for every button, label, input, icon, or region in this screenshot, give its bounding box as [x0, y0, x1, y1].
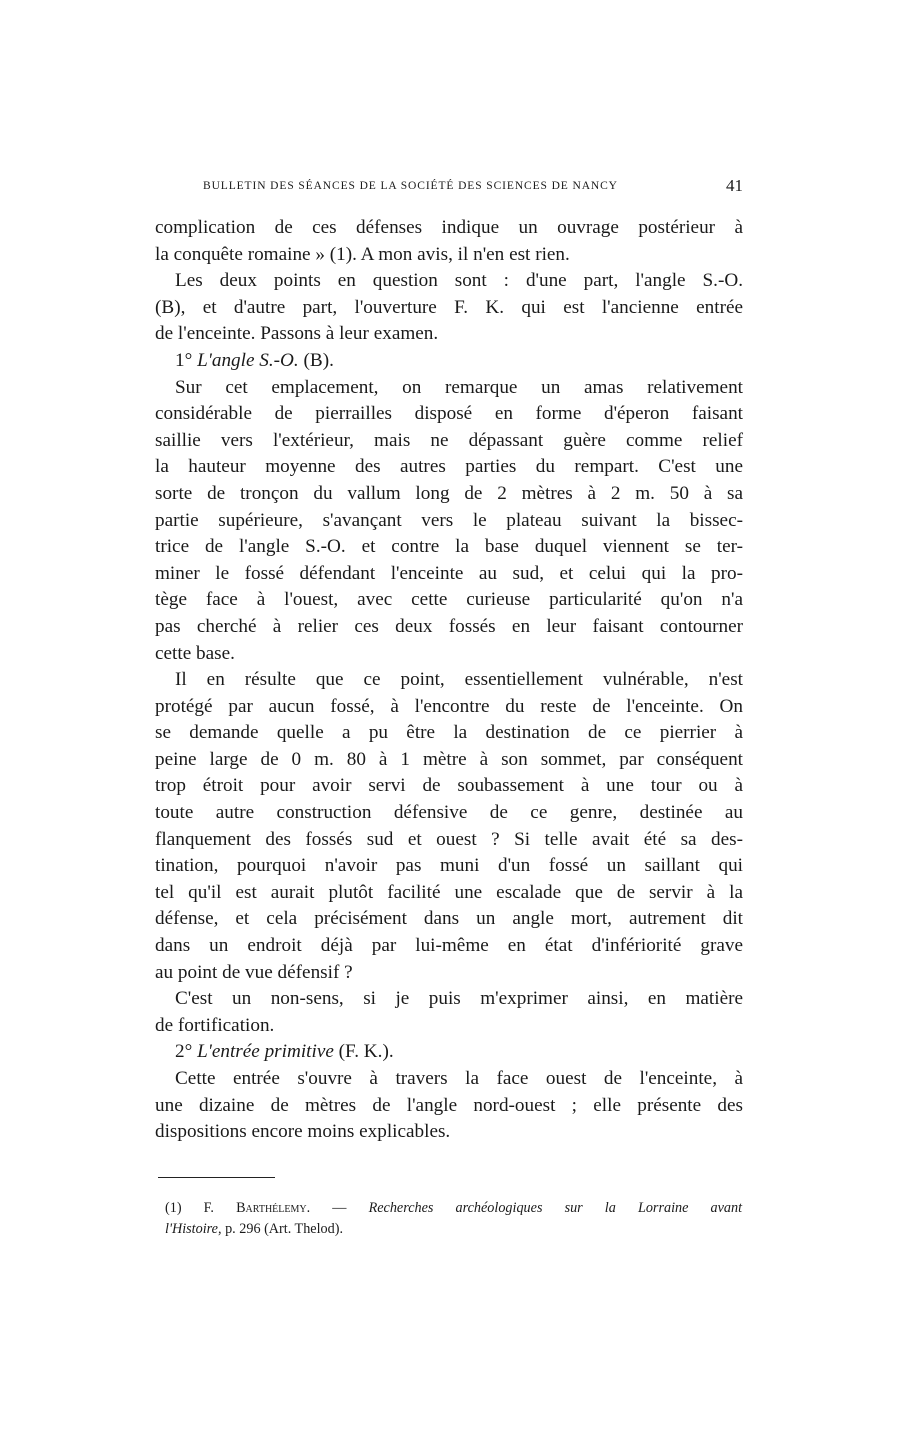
- heading-ref: (B).: [303, 349, 334, 371]
- running-head: [155, 176, 743, 198]
- text-line: Cette entrée s'ouvre à travers la face ouest de l'enceinte, à: [175, 1068, 743, 1089]
- section-heading-angle: [155, 348, 743, 375]
- paragraph-two-points: [155, 268, 743, 348]
- running-title: BULLETIN DES SÉANCES DE LA SOCIÉTÉ DES SCIENCES DE NANCY: [203, 180, 618, 192]
- text-line: considérable de pierrailles disposé en forme d'éperon faisant: [155, 403, 743, 425]
- text-line: tel qu'il est aurait plutôt facilité une escalade que de servir à la: [155, 881, 743, 903]
- footnote-line: [165, 1198, 742, 1219]
- heading-title: L'entrée primitive: [197, 1041, 334, 1063]
- text-line: tination, pourquoi n'avoir pas muni d'un fossé un saillant qui: [155, 855, 743, 877]
- paragraph-emplacement: [155, 375, 743, 668]
- text-line: toute autre construction défensive de ce genre, destinée au: [155, 802, 743, 824]
- text-line: peine large de 0 m. 80 à 1 mètre à son sommet, par conséquent: [155, 748, 743, 770]
- text-line: dispositions encore moins explicables.: [155, 1121, 451, 1143]
- text-line: de fortification.: [155, 1014, 275, 1036]
- text-line: au point de vue défensif ?: [155, 961, 353, 983]
- body-text: [155, 215, 743, 1146]
- text-line: trop étroit pour avoir servi de soubassement à une tour ou à: [155, 775, 743, 797]
- text-line: protégé par aucun fossé, à l'encontre du reste de l'enceinte. On: [155, 695, 743, 717]
- text-line: de l'enceinte. Passons à leur examen.: [155, 323, 439, 345]
- text-line: dans un endroit déjà par lui-même en état d'infériorité grave: [155, 935, 743, 957]
- text-line: Il en résulte que ce point, essentiellement vulnérable, n'est: [175, 669, 743, 691]
- paragraph-entrance: [155, 1066, 743, 1146]
- paragraph-continuation: [155, 215, 743, 268]
- text-line: (B), et d'autre part, l'ouverture F. K. qui est l'ancienne entrée: [155, 296, 743, 318]
- text-line: saillie vers l'extérieur, mais ne dépassant guère comme relief: [155, 429, 743, 451]
- footnote-divider: [158, 1177, 275, 1178]
- page-number: 41: [726, 176, 743, 195]
- text-line: tège face à l'ouest, avec cette curieuse particularité qu'on n'a: [155, 589, 743, 611]
- text-line: défense, et cela précisément dans un angle mort, autrement dit: [155, 908, 743, 930]
- section-heading-entrance: [155, 1039, 743, 1066]
- text-line: cette base.: [155, 642, 235, 664]
- footnote-reference: , p. 296 (Art. Thelod).: [217, 1221, 344, 1237]
- footnote-author: Barthélemy.: [236, 1200, 311, 1216]
- text-line: complication de ces défenses indique un ouvrage postérieur à: [155, 217, 743, 238]
- footnote-initial: F.: [203, 1200, 214, 1216]
- heading-ref: (F. K.).: [338, 1041, 394, 1063]
- text-line: trice de l'angle S.-O. et contre la base duquel viennent se ter-: [155, 536, 743, 558]
- heading-number: 1°: [175, 349, 193, 371]
- text-line: Les deux points en question sont : d'une part, l'angle S.-O.: [175, 270, 743, 292]
- footnote-line: [165, 1219, 742, 1240]
- text-line: une dizaine de mètres de l'angle nord-ouest ; elle présente des: [155, 1094, 743, 1116]
- paragraph-nonsense: [155, 986, 743, 1039]
- text-line: sorte de tronçon du vallum long de 2 mètres à 2 m. 50 à sa: [155, 482, 743, 504]
- text-line: miner le fossé défendant l'enceinte au sud, et celui qui la pro-: [155, 562, 743, 584]
- text-line: partie supérieure, s'avançant vers le plateau suivant la bissec-: [155, 509, 743, 531]
- footnote-dash: —: [332, 1200, 347, 1216]
- text-line: flanquement des fossés sud et ouest ? Si telle avait été sa des-: [155, 828, 743, 850]
- paragraph-result: [155, 667, 743, 986]
- footnote-marker: (1): [165, 1200, 182, 1216]
- text-line: pas cherché à relier ces deux fossés en leur faisant contourner: [155, 615, 743, 637]
- text-line: la hauteur moyenne des autres parties du rempart. C'est une: [155, 456, 743, 478]
- text-line: se demande quelle a pu être la destination de ce pierrier à: [155, 722, 743, 744]
- heading-title: L'angle S.-O.: [197, 349, 299, 371]
- footnote-title: Recherches archéologiques sur la Lorraine avant: [368, 1200, 743, 1216]
- footnote: [165, 1198, 742, 1240]
- text-line: la conquête romaine » (1). A mon avis, il n'en est rien.: [155, 243, 570, 265]
- heading-number: 2°: [175, 1041, 193, 1063]
- text-line: Sur cet emplacement, on remarque un amas relativement: [175, 376, 743, 398]
- footnote-title-end: l'Histoire: [165, 1221, 218, 1237]
- text-line: C'est un non-sens, si je puis m'exprimer ainsi, en matière: [175, 988, 743, 1010]
